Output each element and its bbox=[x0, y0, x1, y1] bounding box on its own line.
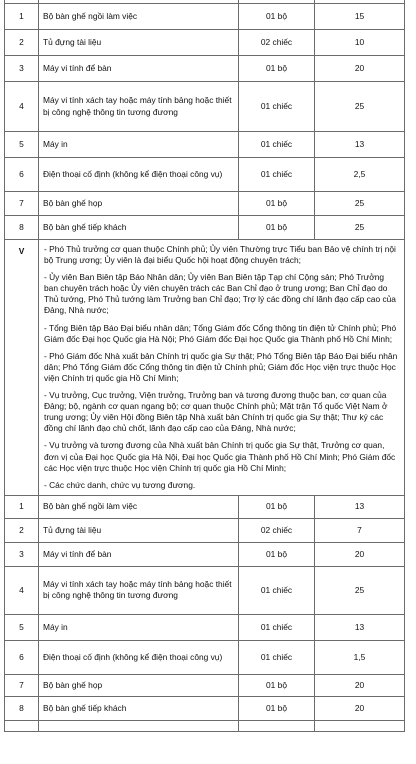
position-paragraph: - Các chức danh, chức vụ tương đương. bbox=[44, 479, 196, 490]
row-number: 4 bbox=[5, 82, 39, 132]
item-name: Máy vi tính xách tay hoặc máy tính bảng hoặc thiết bị công nghệ thông tin tương đương bbox=[39, 566, 239, 614]
item-value: 7 bbox=[315, 518, 405, 542]
item-name: Bộ bàn ghế họp bbox=[39, 192, 239, 216]
item-value: 13 bbox=[315, 614, 405, 640]
item-quantity: 02 chiếc bbox=[239, 518, 315, 542]
position-paragraph: - Ủy viên Ban Biên tập Báo Nhân dân; Ủy viên Ban Biên tập Tạp chí Cộng sản; Phó Trưởng ban chuyên trách hoặc Ủy viên chuyên trách các Ban Chỉ đạo ở trung ương; Ban Chỉ đạo do Thủ tướng, Phó Thủ tướng làm Trưởng ban Chỉ đạo; Trợ lý các đồng chí lãnh đạo cấp cao của Đảng, Nhà nước; bbox=[44, 272, 396, 316]
item-value: 13 bbox=[315, 132, 405, 158]
table-row bbox=[5, 696, 405, 720]
table-row bbox=[5, 30, 405, 56]
item-value: 1,5 bbox=[315, 640, 405, 674]
table-row bbox=[5, 4, 405, 30]
item-quantity: 01 chiếc bbox=[239, 640, 315, 674]
row-number: 5 bbox=[5, 614, 39, 640]
table-row bbox=[5, 720, 405, 731]
table-row bbox=[5, 566, 405, 614]
item-name: Máy vi tính để bàn bbox=[39, 542, 239, 566]
row-number: 8 bbox=[5, 696, 39, 720]
table-row bbox=[5, 216, 405, 240]
item-quantity: 01 chiếc bbox=[239, 158, 315, 192]
row-number: 7 bbox=[5, 192, 39, 216]
item-quantity: 01 chiếc bbox=[239, 566, 315, 614]
item-value: 25 bbox=[315, 192, 405, 216]
table-row bbox=[5, 192, 405, 216]
table-row bbox=[5, 82, 405, 132]
item-name: Điện thoại cố định (không kể điện thoại công vụ) bbox=[39, 640, 239, 674]
item-value: 13 bbox=[315, 495, 405, 518]
item-name: Máy in bbox=[39, 614, 239, 640]
item-value: 20 bbox=[315, 56, 405, 82]
item-value: 25 bbox=[315, 82, 405, 132]
item-quantity: 01 chiếc bbox=[239, 132, 315, 158]
row-number: 3 bbox=[5, 542, 39, 566]
item-name: Tủ đựng tài liệu bbox=[39, 518, 239, 542]
item-quantity: 01 chiếc bbox=[239, 82, 315, 132]
item-value: 20 bbox=[315, 696, 405, 720]
item-value: 20 bbox=[315, 542, 405, 566]
table-row bbox=[5, 56, 405, 82]
item-name: Máy vi tính xách tay hoặc máy tính bảng hoặc thiết bị công nghệ thông tin tương đương bbox=[39, 82, 239, 132]
item-value: 20 bbox=[315, 674, 405, 696]
table-row bbox=[5, 640, 405, 674]
item-name: Bộ bàn ghế tiếp khách bbox=[39, 696, 239, 720]
position-paragraph: - Vụ trưởng, Cục trưởng, Viện trưởng, Trưởng ban và tương đương thuộc ban, cơ quan của Đảng; bộ, ngành cơ quan ngang bộ; cơ quan thuộc Chính phủ; Mặt trận Tổ quốc Việt Nam ở trung ương; Ủy viên Hội đồng Biên tập Nhà xuất bản Chính trị quốc gia Sự thật; Thư ký các đồng chí lãnh đạo chủ chốt, lãnh đạo cấp cao của Đảng, Nhà nước; bbox=[44, 390, 388, 434]
item-name: Bộ bàn ghế họp bbox=[39, 674, 239, 696]
item-name: Máy in bbox=[39, 132, 239, 158]
item-value: 15 bbox=[315, 4, 405, 30]
item-value: 2,5 bbox=[315, 158, 405, 192]
row-number: 3 bbox=[5, 56, 39, 82]
position-paragraph: - Vụ trưởng và tương đương của Nhà xuất bản Chính trị quốc gia Sự thật, Trưởng cơ quan, đơn vị của Đại học Quốc gia Hà Nội, Đại học Quốc gia Thành phố Hồ Chí Minh; Phó Giám đốc các Học viện trực thuộc Học viện Chính trị quốc gia Hồ Chí Minh; bbox=[44, 440, 396, 473]
item-name: Bộ bàn ghế ngồi làm việc bbox=[39, 495, 239, 518]
table-row bbox=[5, 495, 405, 518]
item-quantity: 01 bộ bbox=[239, 674, 315, 696]
item-quantity: 01 bộ bbox=[239, 495, 315, 518]
item-value: 25 bbox=[315, 566, 405, 614]
item-name: Tủ đựng tài liệu bbox=[39, 30, 239, 56]
group-row bbox=[5, 240, 405, 496]
item-value: 10 bbox=[315, 30, 405, 56]
position-paragraph: - Phó Giám đốc Nhà xuất bản Chính trị quốc gia Sự thật; Phó Tổng Biên tập Báo Đại biểu nhân dân; Phó Tổng Giám đốc Cổng thông tin điện tử Chính phủ; Giám đốc Học viện trực thuộc Học viện Chính trị quốc gia Hồ Chí Minh; bbox=[44, 350, 398, 383]
row-number: 1 bbox=[5, 4, 39, 30]
item-quantity: 02 chiếc bbox=[239, 30, 315, 56]
table-row bbox=[5, 518, 405, 542]
row-number: 2 bbox=[5, 30, 39, 56]
item-quantity: 01 chiếc bbox=[239, 614, 315, 640]
row-number: 8 bbox=[5, 216, 39, 240]
group-label: V bbox=[5, 240, 39, 496]
row-number: 6 bbox=[5, 158, 39, 192]
row-number: 6 bbox=[5, 640, 39, 674]
item-quantity: 01 bộ bbox=[239, 542, 315, 566]
item-name: Bộ bàn ghế ngồi làm việc bbox=[39, 4, 239, 30]
item-name: Điện thoại cố định (không kể điện thoại công vụ) bbox=[39, 158, 239, 192]
item-quantity: 01 bộ bbox=[239, 216, 315, 240]
table-row bbox=[5, 674, 405, 696]
position-paragraph: - Phó Thủ trưởng cơ quan thuộc Chính phủ; Ủy viên Thường trực Tiểu ban Bảo vệ chính trị nội bộ Trung ương; Ủy viên là đại biểu Quốc hội hoạt động chuyên trách; bbox=[44, 244, 396, 266]
equipment-standards-table bbox=[4, 0, 405, 732]
position-paragraph: - Tổng Biên tập Báo Đại biểu nhân dân; Tổng Giám đốc Cổng thông tin điện tử Chính phủ; Phó Giám đốc Đại học Quốc gia Hà Nội; Phó Giám đốc Đại học Quốc gia Thành phố Hồ Chí Minh; bbox=[44, 322, 397, 344]
row-number: 5 bbox=[5, 132, 39, 158]
table-row bbox=[5, 158, 405, 192]
item-value: 25 bbox=[315, 216, 405, 240]
item-quantity: 01 bộ bbox=[239, 192, 315, 216]
table-row bbox=[5, 132, 405, 158]
item-name: Bộ bàn ghế tiếp khách bbox=[39, 216, 239, 240]
item-name: Máy vi tính để bàn bbox=[39, 56, 239, 82]
table-row bbox=[5, 614, 405, 640]
item-quantity: 01 bộ bbox=[239, 4, 315, 30]
row-number: 4 bbox=[5, 566, 39, 614]
table-row bbox=[5, 542, 405, 566]
item-quantity: 01 bộ bbox=[239, 56, 315, 82]
row-number: 1 bbox=[5, 495, 39, 518]
row-number: 2 bbox=[5, 518, 39, 542]
item-quantity: 01 bộ bbox=[239, 696, 315, 720]
row-number: 7 bbox=[5, 674, 39, 696]
group-description bbox=[39, 240, 405, 496]
